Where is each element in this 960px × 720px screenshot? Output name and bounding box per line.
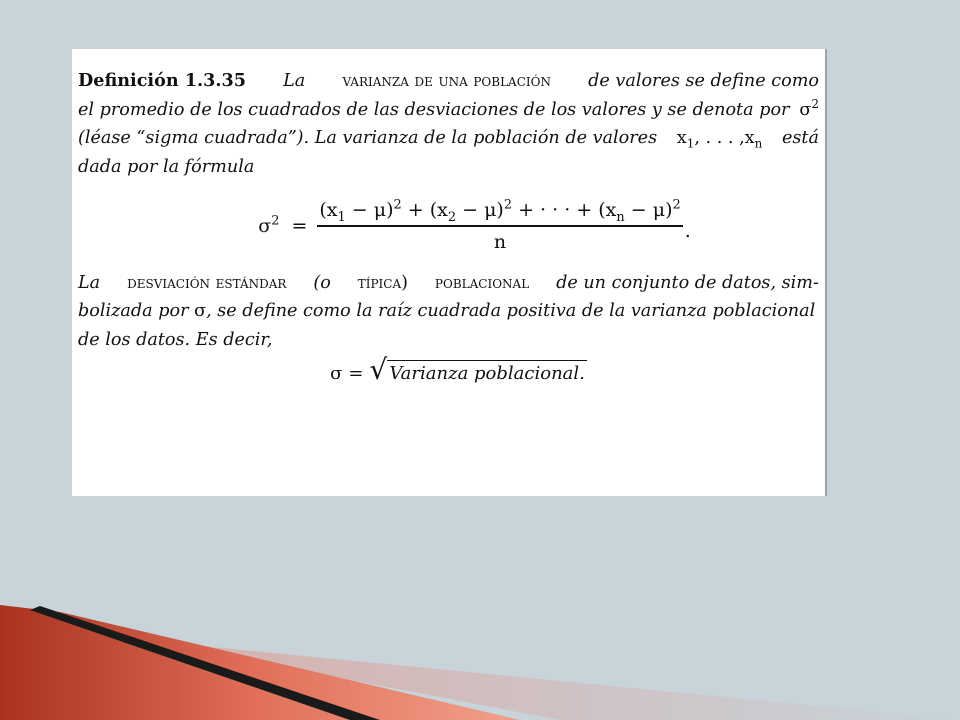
fraction: [317, 199, 682, 253]
text: está: [781, 128, 819, 148]
formula-period: .: [684, 219, 691, 242]
sigma-symbol: σ: [330, 363, 343, 385]
square-root-icon: √: [369, 353, 388, 387]
numerator: $(x_1 - \mu)^2 + (x_2 - \mu)^2$ + · · · + $(x_n - \mu)^2$: [319, 197, 681, 225]
std-dev-paragraph: [78, 269, 819, 355]
text: La: [78, 272, 101, 293]
definition-image: [72, 49, 827, 496]
formula-lhs: $\sigma^2$: [258, 213, 280, 237]
definition-paragraph: [78, 67, 819, 181]
term-desviacion: desviación estándar: [127, 272, 287, 293]
term-varianza: varianza de una población: [342, 71, 551, 91]
text: de un conjunto de datos, sim-: [556, 272, 819, 293]
text: de los datos. Es decir,: [78, 329, 273, 350]
term-tipica: típica): [357, 272, 408, 293]
equals-sign: =: [348, 363, 364, 385]
text: bolizada por σ, se define como la raíz cuadrada positiva de la varianza poblacional: [78, 301, 816, 322]
sigma-squared: $\sigma^2$: [799, 96, 819, 120]
text: La: [283, 71, 306, 91]
definition-heading: Definición 1.3.35: [78, 70, 246, 91]
denominator: n: [493, 230, 507, 253]
text: el promedio de los cuadrados de las desviaciones de los valores y se denota por: [78, 99, 790, 120]
equals-sign: =: [291, 214, 308, 237]
std-dev-formula: [98, 353, 819, 387]
variable-list: $x_1$, . . . $,x_n$: [676, 128, 763, 151]
variance-formula: [130, 199, 819, 253]
term-poblacional: poblacional: [434, 272, 530, 293]
text: (o: [313, 272, 331, 293]
text: dada por la fórmula: [78, 156, 255, 177]
text: de valores se define como: [588, 71, 819, 91]
text: (léase “sigma cuadrada”). La varianza de la población de valores: [78, 128, 658, 148]
radicand: Varianza poblacional.: [387, 360, 587, 384]
